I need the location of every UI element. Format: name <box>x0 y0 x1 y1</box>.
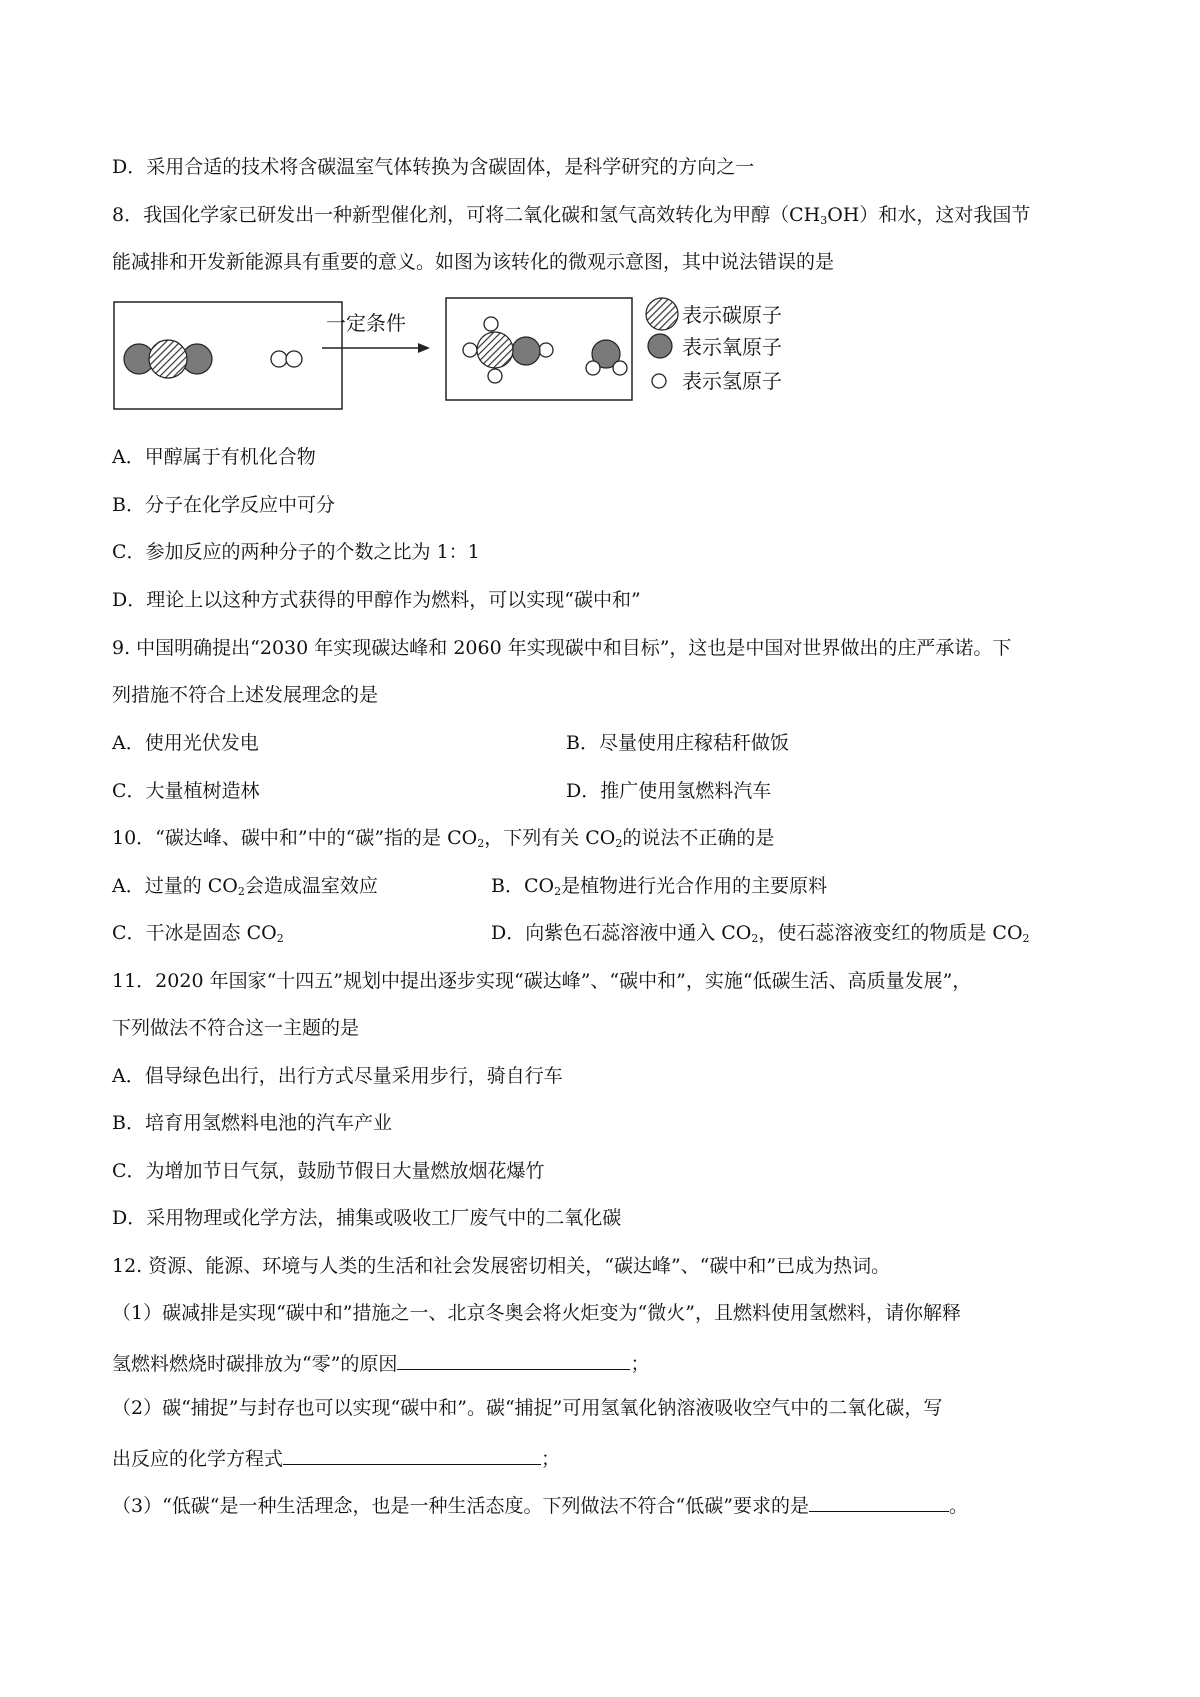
hydrogen-atom <box>586 361 600 375</box>
option-9b: B．尽量使用庄稼秸秆做饭 <box>566 732 789 754</box>
hydrogen-atom <box>613 361 627 375</box>
methanol-molecule <box>463 317 553 383</box>
option-10a: A．过量的 $CO_2$会造成温室效应 <box>112 875 378 898</box>
hydrogen-atom <box>271 351 287 367</box>
hydrogen-atom <box>484 317 498 331</box>
question-11-line-1: 11．2020 年国家“十四五”规划中提出逐步实现“碳达峰”、“碳中和”，实施“低碳生活、高质量发展”， <box>112 970 972 992</box>
h2-molecule <box>271 351 302 367</box>
question-8-line-2: 能减排和开发新能源具有重要的意义。如图为该转化的微观示意图，其中说法错误的是 <box>112 251 835 273</box>
arrow-label: 一定条件 <box>326 311 406 335</box>
option-10d: D．向紫色石蕊溶液中通入 $CO_2$，使石蕊溶液变红的物质是 $CO_2$ <box>491 922 1030 945</box>
option-10c: C．干冰是固态 $CO_2$ <box>112 922 284 945</box>
option-9a: A．使用光伏发电 <box>112 732 259 754</box>
question-11-line-2: 下列做法不符合这一主题的是 <box>112 1017 360 1039</box>
legend-carbon-symbol <box>646 298 678 330</box>
co2-molecule <box>124 340 212 378</box>
question-10: 10．“碳达峰、碳中和”中的“碳”指的是 $CO_2$，下列有关 $CO_2$的说法不正确的是 <box>112 827 775 850</box>
question-12-part-2-line-2: 出反应的化学方程式 ； <box>112 1444 560 1471</box>
legend-hydrogen-symbol <box>652 374 666 388</box>
reaction-microscopic-diagram <box>112 296 852 426</box>
question-9-line-2: 列措施不符合上述发展理念的是 <box>112 684 379 706</box>
option-9d: D．推广使用氢燃料汽车 <box>566 780 772 802</box>
option-11d: D．采用物理或化学方法，捕集或吸收工厂废气中的二氧化碳 <box>112 1207 622 1229</box>
question-12-part-1-line-2: 氢燃料燃烧时碳排放为“零”的原因 ； <box>112 1349 649 1376</box>
option-10b: B．$CO_2$是植物进行光合作用的主要原料 <box>491 875 828 898</box>
option-8b: B．分子在化学反应中可分 <box>112 494 335 516</box>
carbon-atom <box>477 332 513 368</box>
answer-blank-2[interactable] <box>283 1444 541 1465</box>
option-8c: C．参加反应的两种分子的个数之比为 1：1 <box>112 541 480 563</box>
option-11b: B．培育用氢燃料电池的汽车产业 <box>112 1112 392 1134</box>
carbon-atom <box>149 340 187 378</box>
option-8a: A．甲醇属于有机化合物 <box>112 446 316 468</box>
hydrogen-atom <box>488 369 502 383</box>
hydrogen-atom <box>539 343 553 357</box>
reaction-arrow <box>322 343 430 353</box>
hydrogen-atom <box>463 343 477 357</box>
option-11c: C．为增加节日气氛，鼓励节假日大量燃放烟花爆竹 <box>112 1160 545 1182</box>
question-8-line-1: 8．我国化学家已研发出一种新型催化剂，可将二氧化碳和氢气高效转化为甲醇$(CH_3OH)$和水，这对我国节 <box>112 204 1031 227</box>
question-12-part-2-line-1: （2）碳“捕捉”与封存也可以实现“碳中和”。碳“捕捉”可用氢氧化钠溶液吸收空气中的二氧化碳，写 <box>112 1397 943 1419</box>
oxygen-atom <box>512 337 540 365</box>
option-7d: D．采用合适的技术将含碳温室气体转换为含碳固体，是科学研究的方向之一 <box>112 156 755 178</box>
question-12-part-3: （3）“低碳“是一种生活理念，也是一种生活态度。下列做法不符合“低碳”要求的是 。 <box>112 1491 968 1518</box>
legend-hydrogen-label: 表示氢原子 <box>682 369 782 393</box>
answer-blank-3[interactable] <box>809 1491 949 1512</box>
question-12-part-1-line-1: （1）碳减排是实现“碳中和”措施之一、北京冬奥会将火炬变为“微火”，且燃料使用氢燃料，请你解释 <box>112 1302 961 1324</box>
question-9-line-1: 9. 中国明确提出“2030 年实现碳达峰和 2060 年实现碳中和目标”，这也是中国对世界做出的庄严承诺。下 <box>112 637 1012 659</box>
hydrogen-atom <box>286 351 302 367</box>
legend-oxygen-label: 表示氧原子 <box>682 335 782 359</box>
option-11a: A．倡导绿色出行，出行方式尽量采用步行，骑自行车 <box>112 1065 563 1087</box>
option-9c: C．大量植树造林 <box>112 780 260 802</box>
question-12: 12. 资源、能源、环境与人类的生活和社会发展密切相关，“碳达峰”、“碳中和”已成为热词。 <box>112 1255 891 1277</box>
answer-blank-1[interactable] <box>397 1349 630 1370</box>
option-8d: D．理论上以这种方式获得的甲醇作为燃料，可以实现“碳中和” <box>112 589 641 611</box>
water-molecule <box>586 340 627 375</box>
legend-oxygen-symbol <box>648 334 672 358</box>
legend <box>646 298 782 393</box>
legend-carbon-label: 表示碳原子 <box>682 303 782 327</box>
